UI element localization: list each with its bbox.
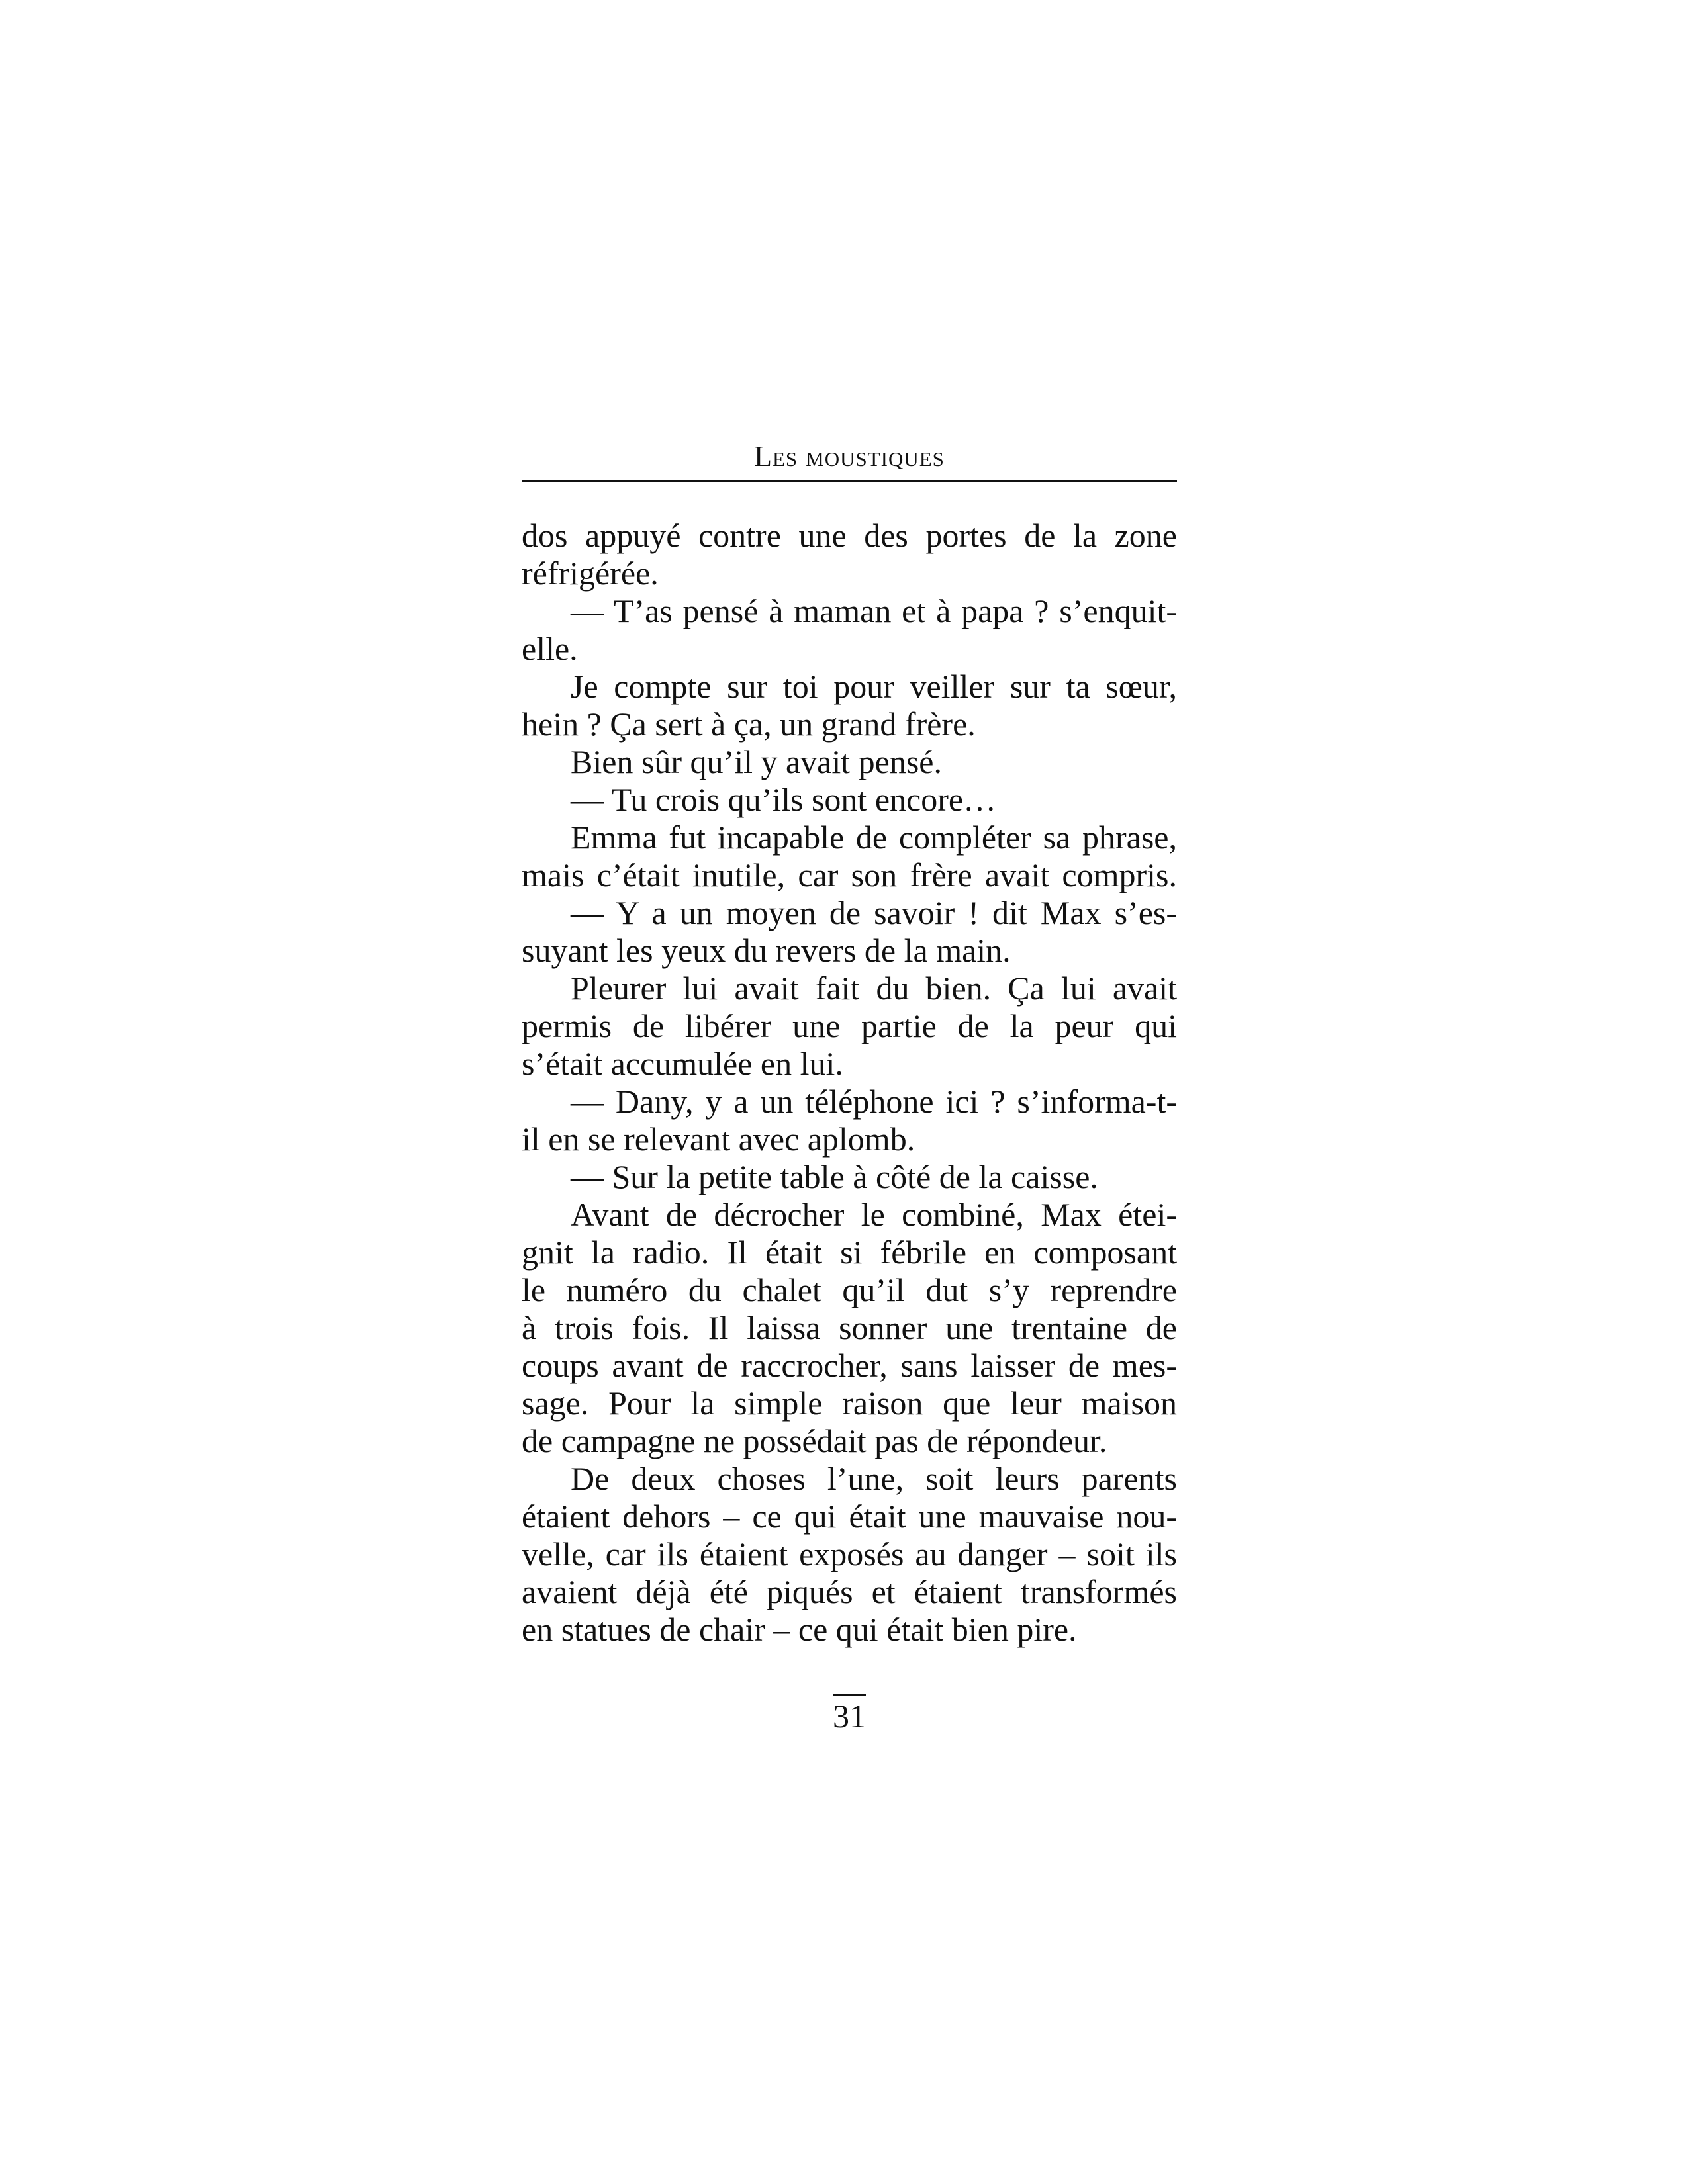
text-line: Pleurer lui avait fait du bien. Ça lui avait: [571, 970, 1177, 1007]
text-line: de campagne ne possédait pas de répondeur.: [522, 1422, 1107, 1459]
page-footer: [522, 1694, 1177, 1735]
text-line: réfrigérée.: [522, 555, 659, 592]
page-number-rule: [833, 1694, 866, 1696]
text-line: Je compte sur toi pour veiller sur ta sœur,: [571, 668, 1177, 705]
text-line: gnit la radio. Il était si fébrile en composant: [522, 1234, 1177, 1271]
text-line: Emma fut incapable de compléter sa phrase,: [571, 819, 1177, 856]
body-text: [522, 517, 1177, 1649]
text-line: suyant les yeux du revers de la main.: [522, 932, 1011, 969]
book-page: [522, 437, 1177, 1735]
text-line: elle.: [522, 630, 578, 667]
text-line: — Sur la petite table à côté de la caisse.: [571, 1158, 1098, 1195]
text-line: mais c’était inutile, car son frère avait compris.: [522, 856, 1177, 893]
text-line: hein ? Ça sert à ça, un grand frère.: [522, 705, 976, 743]
text-line: étaient dehors – ce qui était une mauvaise nou-: [522, 1498, 1177, 1535]
text-line: à trois fois. Il laissa sonner une trentaine de: [522, 1309, 1177, 1346]
text-line: coups avant de raccrocher, sans laisser de mes-: [522, 1347, 1177, 1384]
text-line: Bien sûr qu’il y avait pensé.: [571, 743, 942, 780]
text-line: — Tu crois qu’ils sont encore…: [571, 781, 997, 818]
text-line: permis de libérer une partie de la peur qui: [522, 1007, 1177, 1044]
text-line: dos appuyé contre une des portes de la zone: [522, 517, 1177, 554]
text-line: en statues de chair – ce qui était bien pire.: [522, 1611, 1077, 1648]
running-header: Les moustiques: [754, 440, 945, 473]
text-line: — Y a un moyen de savoir ! dit Max s’es-: [571, 894, 1177, 931]
text-line: sage. Pour la simple raison que leur maison: [522, 1385, 1177, 1422]
text-line: De deux choses l’une, soit leurs parents: [571, 1460, 1177, 1497]
text-line: avaient déjà été piqués et étaient transformés: [522, 1573, 1177, 1610]
text-line: il en se relevant avec aplomb.: [522, 1120, 915, 1158]
text-line: s’était accumulée en lui.: [522, 1045, 843, 1082]
text-line: velle, car ils étaient exposés au danger – soit ils: [522, 1535, 1177, 1572]
header-rule: [522, 480, 1177, 482]
text-line: — T’as pensé à maman et à papa ? s’enquit-: [571, 592, 1177, 629]
text-line: — Dany, y a un téléphone ici ? s’informa-t-: [571, 1083, 1177, 1120]
text-line: le numéro du chalet qu’il dut s’y reprendre: [522, 1271, 1177, 1308]
page-number: 31: [833, 1698, 866, 1735]
text-line: Avant de décrocher le combiné, Max étei-: [571, 1196, 1177, 1233]
